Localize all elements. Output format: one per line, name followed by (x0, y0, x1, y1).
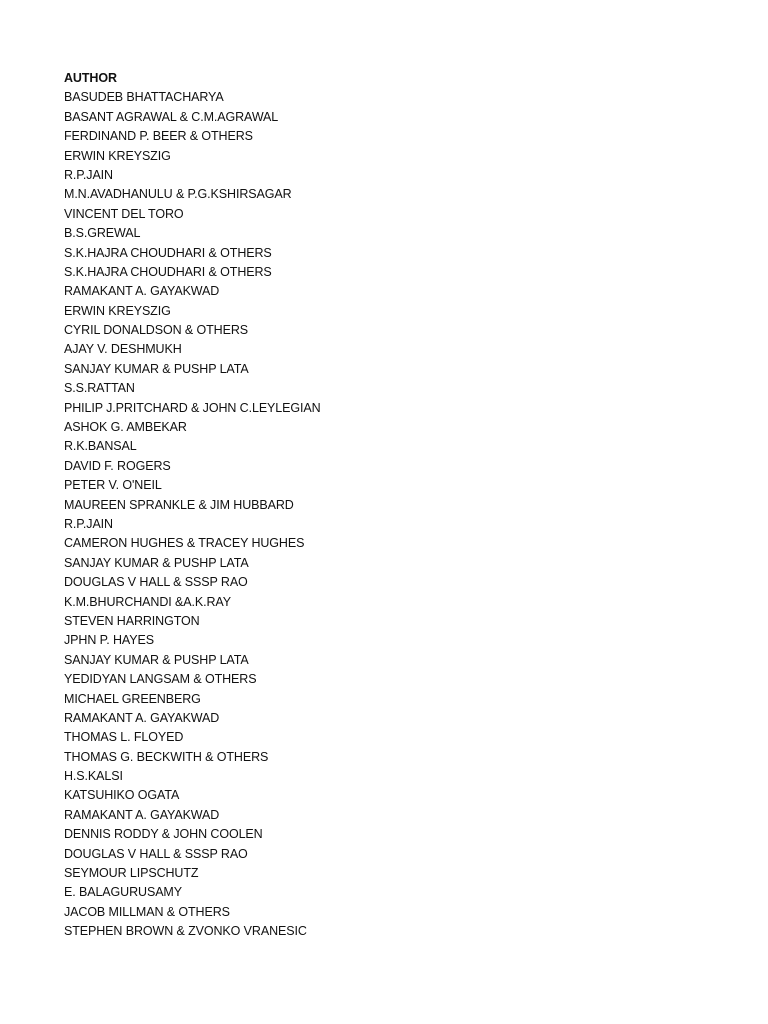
author-row: M.N.AVADHANULU & P.G.KSHIRSAGAR (64, 187, 292, 202)
author-row: PHILIP J.PRITCHARD & JOHN C.LEYLEGIAN (64, 400, 321, 415)
author-row: R.K.BANSAL (64, 439, 137, 454)
author-row: DOUGLAS V HALL & SSSP RAO (64, 575, 248, 590)
author-row: SANJAY KUMAR & PUSHP LATA (64, 555, 249, 570)
author-row: JPHN P. HAYES (64, 633, 154, 648)
author-row: STEPHEN BROWN & ZVONKO VRANESIC (64, 924, 307, 939)
author-list (64, 69, 321, 942)
author-row: CAMERON HUGHES & TRACEY HUGHES (64, 536, 305, 551)
author-row: RAMAKANT A. GAYAKWAD (64, 807, 220, 822)
author-row: DOUGLAS V HALL & SSSP RAO (64, 846, 248, 861)
author-row: THOMAS G. BECKWITH & OTHERS (64, 749, 269, 764)
author-row: S.K.HAJRA CHOUDHARI & OTHERS (64, 245, 272, 260)
author-row: R.P.JAIN (64, 516, 113, 531)
author-row: STEVEN HARRINGTON (64, 613, 200, 628)
author-row: R.P.JAIN (64, 167, 113, 182)
author-row: SEYMOUR LIPSCHUTZ (64, 866, 199, 881)
author-row: SANJAY KUMAR & PUSHP LATA (64, 652, 249, 667)
author-row: ASHOK G. AMBEKAR (64, 420, 187, 435)
author-row: AJAY V. DESHMUKH (64, 342, 182, 357)
author-row: SANJAY KUMAR & PUSHP LATA (64, 361, 249, 376)
author-row: FERDINAND P. BEER & OTHERS (64, 129, 253, 144)
author-row: PETER V. O'NEIL (64, 478, 162, 493)
author-row: MICHAEL GREENBERG (64, 691, 201, 706)
author-row: JACOB MILLMAN & OTHERS (64, 904, 230, 919)
author-row: DAVID F. ROGERS (64, 458, 171, 473)
author-row: VINCENT DEL TORO (64, 206, 184, 221)
author-row: ERWIN KREYSZIG (64, 148, 171, 163)
author-row: KATSUHIKO OGATA (64, 788, 180, 803)
author-row: BASUDEB BHATTACHARYA (64, 90, 224, 105)
author-row: B.S.GREWAL (64, 226, 141, 241)
author-row: K.M.BHURCHANDI &A.K.RAY (64, 594, 231, 609)
column-heading: AUTHOR (64, 71, 117, 85)
author-row: S.S.RATTAN (64, 381, 135, 396)
author-row: RAMAKANT A. GAYAKWAD (64, 710, 220, 725)
author-row: ERWIN KREYSZIG (64, 303, 171, 318)
author-row: H.S.KALSI (64, 769, 123, 784)
author-row: YEDIDYAN LANGSAM & OTHERS (64, 672, 257, 687)
author-row: BASANT AGRAWAL & C.M.AGRAWAL (64, 109, 279, 124)
author-row: DENNIS RODDY & JOHN COOLEN (64, 827, 263, 842)
author-row: THOMAS L. FLOYED (64, 730, 184, 745)
author-row: RAMAKANT A. GAYAKWAD (64, 284, 220, 299)
author-row: CYRIL DONALDSON & OTHERS (64, 323, 248, 338)
author-row: MAUREEN SPRANKLE & JIM HUBBARD (64, 497, 294, 512)
author-row: E. BALAGURUSAMY (64, 885, 182, 900)
author-row: S.K.HAJRA CHOUDHARI & OTHERS (64, 264, 272, 279)
